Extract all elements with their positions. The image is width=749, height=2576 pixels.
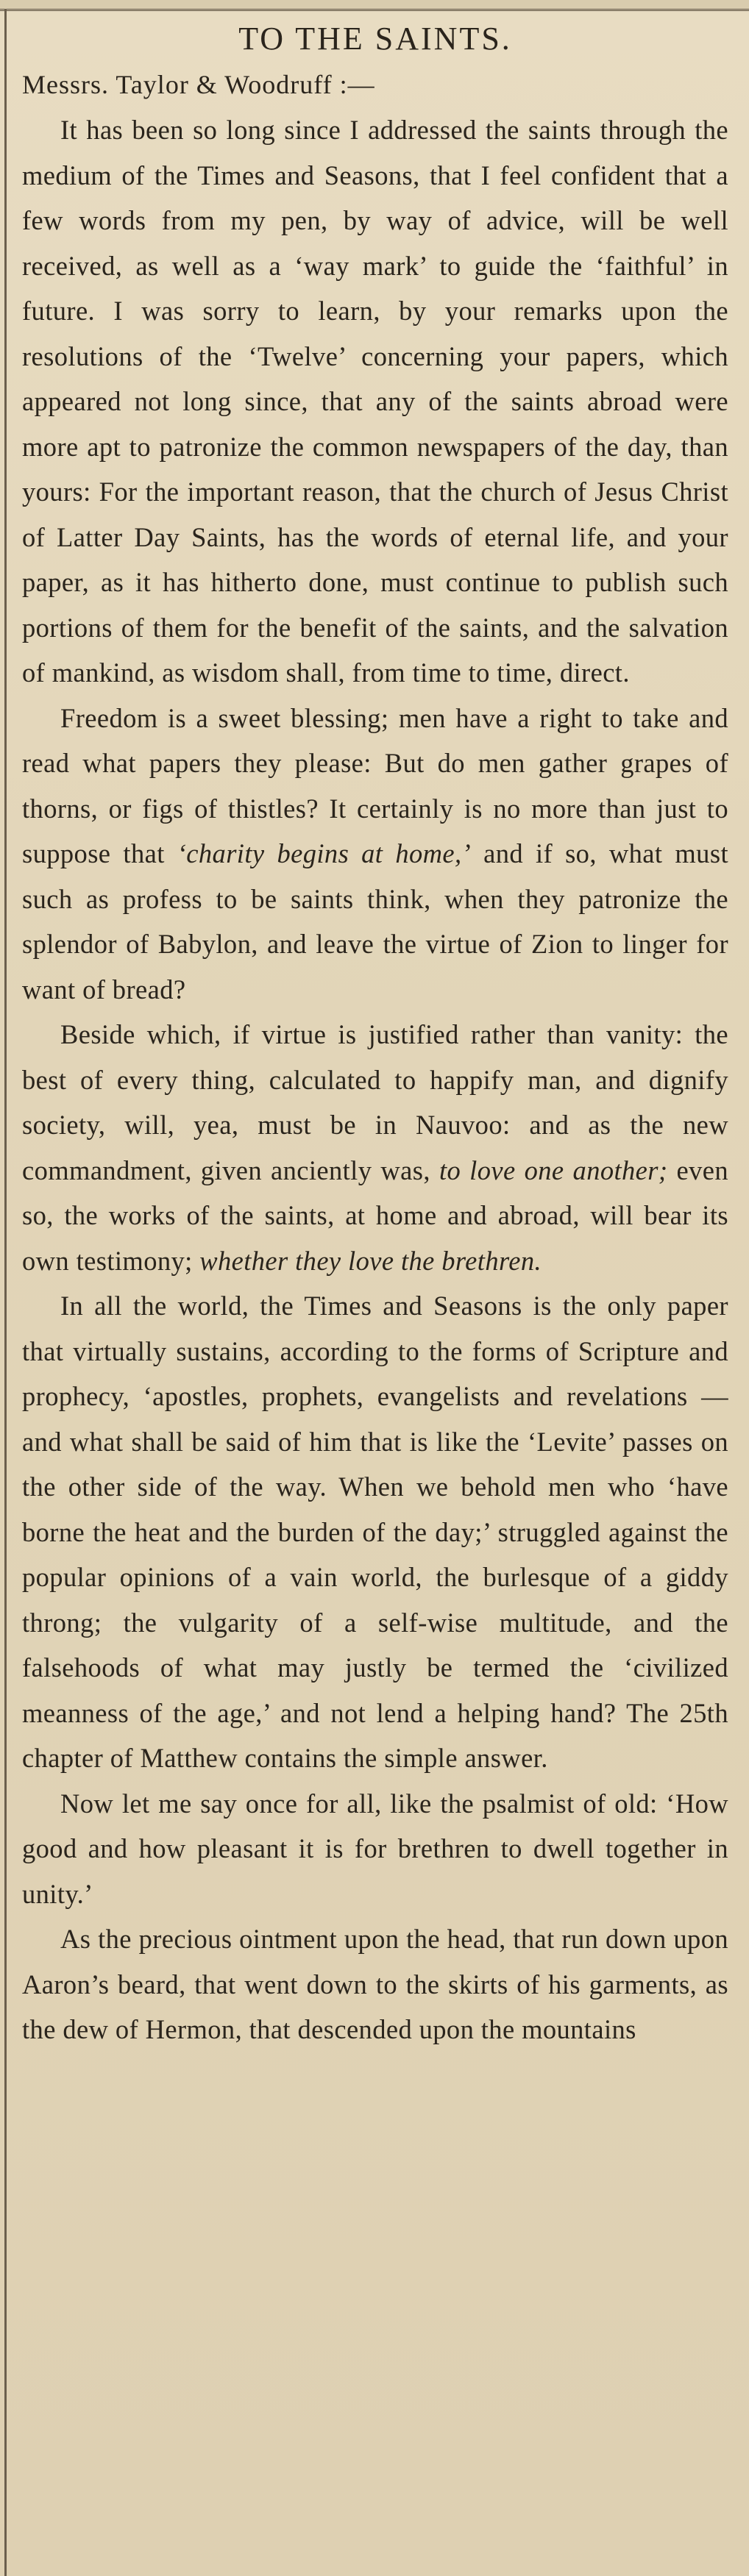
paragraph-3 bbox=[22, 1012, 728, 1283]
article-column bbox=[22, 16, 728, 2052]
paragraph-2-text-end: and if so, what must such as profess to be saints think, when they patronize the splendor of Babylon, and leave the virtue of Zion to linger for want of bread? bbox=[22, 838, 728, 1005]
paragraph-3-italic-ending: whether they love the brethren. bbox=[199, 1245, 542, 1276]
article-title: TO THE SAINTS. bbox=[238, 21, 512, 57]
paragraph-2-italic-quote: ‘charity begins at home,’ bbox=[177, 838, 472, 868]
paragraph-5: Now let me say once for all, like the psalmist of old: ‘How good and how pleasant it is for brethren to dwell together in unity.’ bbox=[22, 1788, 728, 1909]
paragraph-1: It has been so long since I addressed the saints through the medium of the Times and Seasons, that I feel confident that a few words from my pen, by way of advice, will be well received, as well as a ‘way mark’ to guide the ‘faithful’ in future. I was sorry to learn, by your remarks upon the resolutions of the ‘Twelve’ concerning your papers, which appeared not long since, that any of the saints abroad were more apt to patronize the common newspapers of the day, than yours: For the important reason, that the church of Jesus Christ of Latter Day Saints, has the words of eternal life, and your paper, as it has hitherto done, must continue to publish such portions of them for the benefit of the saints, and the salvation of mankind, as wisdom shall, from time to time, direct. bbox=[22, 115, 728, 688]
paragraph-3-text-middle: even so, the works of the saints, at home and abroad, will bear its own testimony; bbox=[22, 1155, 728, 1276]
paragraph-3-text-start: Beside which, if virtue is justified rather than vanity: the best of every thing, calculated to happify man, and dignify society, will, yea, must be in Nauvoo: and as the new commandment, given anciently was, bbox=[22, 1019, 728, 1185]
salutation-line: Messrs. Taylor & Woodruff :— bbox=[22, 70, 375, 99]
paragraph-4: In all the world, the Times and Seasons is the only paper that virtually sustains, according to the forms of Scripture and prophecy, ‘apostles, prophets, evangelists and revelations —and what shall be said of him that is like the ‘Levite’ passes on the other side of the way. When we behold men who ‘have borne the heat and the burden of the day;’ struggled against the popular opinions of a vain world, the burlesque of a giddy throng; the vulgarity of a self-wise multitude, and the falsehoods of what may justly be termed the ‘civilized meanness of the age,’ and not lend a helping hand? The 25th chapter of Matthew contains the simple answer. bbox=[22, 1291, 728, 1773]
paragraph-6: As the precious ointment upon the head, that run down upon Aaron’s beard, that went down to the skirts of his garments, as the dew of Hermon, that descended upon the mountains bbox=[22, 1924, 728, 2044]
paragraph-3-italic-commandment: to love one another; bbox=[439, 1155, 668, 1185]
column-divider-rule bbox=[4, 9, 7, 2576]
paragraph-2 bbox=[22, 696, 728, 1013]
paragraph-2-text-start: Freedom is a sweet blessing; men have a right to take and read what papers they please: But do men gather grapes of thorns, or figs of thistles? It certainly is no more than just to suppose that bbox=[22, 702, 728, 868]
top-border-rule bbox=[0, 0, 749, 11]
